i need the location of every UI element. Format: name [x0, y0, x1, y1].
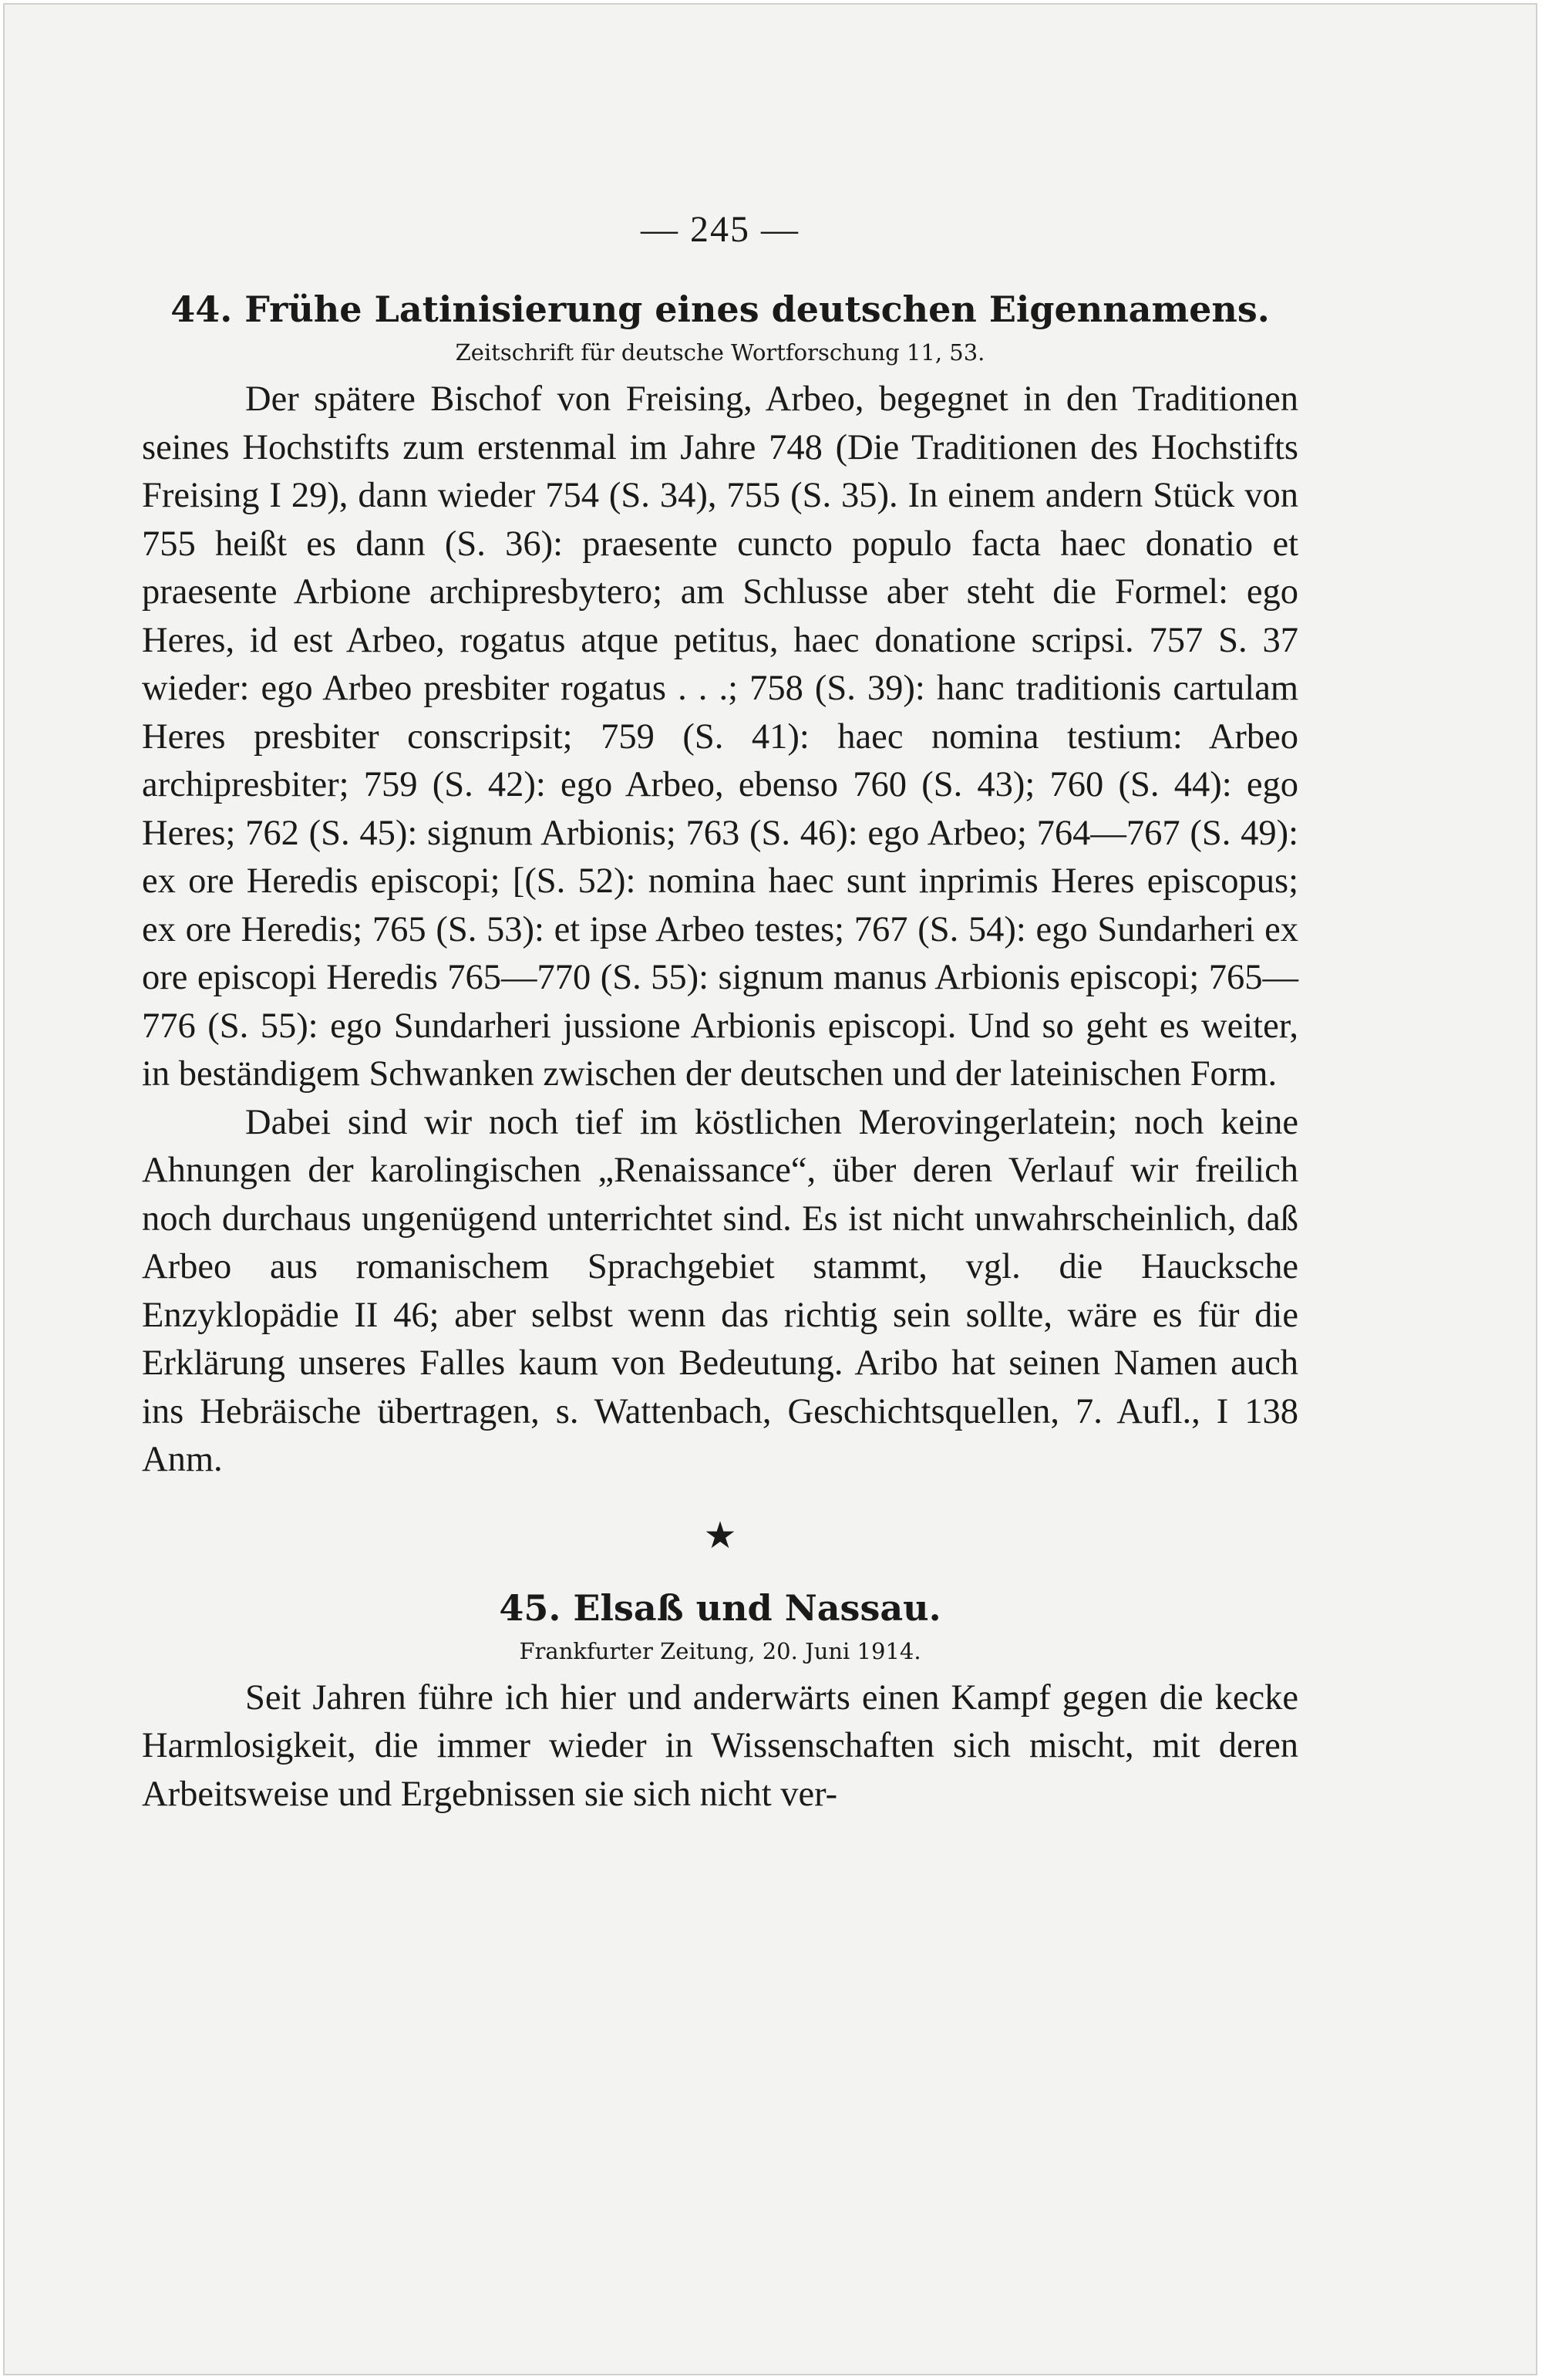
section-44-paragraph-1: Der spätere Bischof von Freising, Arbeo, begegnet in den Traditionen seines Hochstifts zum erstenmal im Jahre 748 (Die Traditionen des Hochstifts Freising I 29), dann wieder 754 (S. 34), 755 (S. 35). In einem andern Stück von 755 heißt es dann (S. 36): praesente cuncto populo facta haec donatio et praesente Arbione archipresbytero; am Schlusse aber steht die Formel: ego Heres, id est Arbeo, rogatus atque petitus, haec donatione scripsi. 757 S. 37 wieder: ego Arbeo presbiter rogatus . . .; 758 (S. 39): hanc traditionis cartulam Heres presbiter conscripsit; 759 (S. 41): haec nomina testium: Arbeo archipresbiter; 759 (S. 42): ego Arbeo, ebenso 760 (S. 43); 760 (S. 44): ego Heres; 762 (S. 45): signum Arbionis; 763 (S. 46): ego Arbeo; 764—767 (S. 49): ex ore Heredis episcopi; [(S. 52): nomina haec sunt inprimis Heres episcopus; ex ore Heredis; 765 (S. 53): et ipse Arbeo testes; 767 (S. 54): ego Sundarheri ex ore episcopi Heredis 765—770 (S. 55): signum manus Arbionis episcopi; 765—776 (S. 55): ego Sundarheri jussione Arbionis episcopi. Und so geht es weiter, in beständigem Schwanken zwischen der deutschen und der lateinischen Form.	[142, 379, 1298, 1094]
section-44-heading: 44. Frühe Latinisierung eines deutschen Eigennamens.	[170, 288, 1270, 330]
section-45-heading: 45. Elsaß und Nassau.	[499, 1586, 941, 1629]
section-45-source: Frankfurter Zeitung, 20. Juni 1914.	[519, 1637, 921, 1664]
section-separator-star: ★	[703, 1513, 737, 1557]
section-45-paragraph-1: Seit Jahren führe ich hier und anderwärts einen Kampf gegen die kecke Harmlosigkeit, die immer wieder in Wissenschaften sich mischt, mit deren Arbeitsweise und Ergebnissen sie sich nicht ver-	[142, 1677, 1298, 1814]
section-45	[142, 1585, 1298, 1819]
book-page	[142, 208, 1298, 1819]
page-number: — 245 —	[641, 209, 800, 250]
section-44	[142, 286, 1298, 1485]
section-44-paragraph-2: Dabei sind wir noch tief im köstlichen Merovingerlatein; noch keine Ahnungen der karolingischen „Renaissance“, über deren Verlauf wir freilich noch durchaus ungenügend unterrichtet sind. Es ist nicht unwahrscheinlich, daß Arbeo aus romanischem Sprachgebiet stammt, vgl. die Haucksche Enzyklopädie II 46; aber selbst wenn das richtig sein sollte, wäre es für die Erklärung unseres Falles kaum von Bedeutung. Aribo hat seinen Namen auch ins Hebräische übertragen, s. Wattenbach, Geschichtsquellen, 7. Aufl., I 138 Anm.	[142, 1102, 1298, 1479]
section-44-source: Zeitschrift für deutsche Wortforschung 11, 53.	[455, 339, 985, 366]
